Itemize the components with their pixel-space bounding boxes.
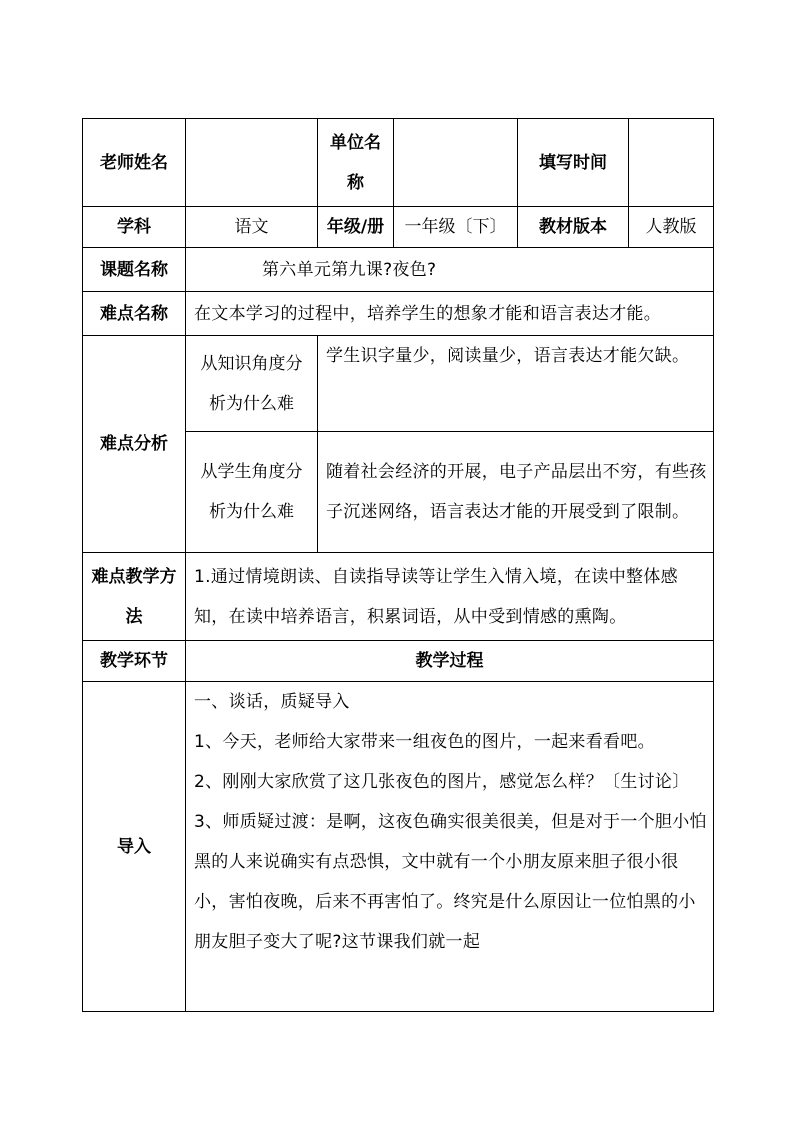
teacher-name-value — [186, 119, 318, 207]
topic-value: 第六单元第九课?夜色? — [186, 248, 714, 292]
difficulty-label: 难点名称 — [83, 292, 186, 336]
analysis-knowledge-label — [186, 336, 318, 432]
intro-line-1: 一、谈话，质疑导入 — [194, 692, 350, 712]
intro-line-2: 1、今天，老师给大家带来一组夜色的图片，一起来看看吧。 — [194, 732, 655, 752]
grade-label: 年级/册 — [318, 207, 394, 248]
header-row-2 — [83, 207, 714, 248]
intro-label: 导入 — [83, 682, 186, 1012]
intro-content — [186, 682, 714, 1012]
unit-name-value — [394, 119, 518, 207]
subject-value: 语文 — [186, 207, 318, 248]
analysis-knowledge-value: 学生识字量少，阅读量少，语言表达才能欠缺。 — [318, 336, 714, 432]
analysis-student-value: 随着社会经济的开展，电子产品层出不穷，有些孩子沉迷网络，语言表达才能的开展受到了限制。 — [318, 432, 714, 553]
header-row-1 — [83, 119, 714, 207]
analysis-student-label-text: 从学生角度分析为什么难 — [200, 462, 303, 522]
difficulty-value: 在文本学习的过程中，培养学生的想象才能和语言表达才能。 — [186, 292, 714, 336]
analysis-label: 难点分析 — [83, 336, 186, 553]
method-label-text: 难点教学方法 — [91, 566, 177, 627]
process-label: 教学过程 — [186, 641, 714, 682]
stage-label: 教学环节 — [83, 641, 186, 682]
analysis-row-knowledge — [83, 336, 714, 432]
intro-line-4: 3、师质疑过渡：是啊，这夜色确实很美很美，但是对于一个胆小怕黑的人来说确实有点恐惧，文中就有一个小朋友原来胆子很小很小，害怕夜晚，后来不再害怕了。终究是什么原因让一位怕黑的小朋友胆子变大了呢?这节课我们就一起 — [194, 812, 707, 952]
lesson-plan-table — [82, 118, 714, 1012]
fill-time-label: 填写时间 — [518, 119, 629, 207]
teacher-name-label: 老师姓名 — [83, 119, 186, 207]
method-row — [83, 553, 714, 641]
topic-row — [83, 248, 714, 292]
textbook-label: 教材版本 — [518, 207, 629, 248]
intro-line-3: 2、刚刚大家欣赏了这几张夜色的图片，感觉怎么样？〔生讨论〕 — [194, 772, 690, 792]
method-label — [83, 553, 186, 641]
intro-row — [83, 682, 714, 1012]
analysis-knowledge-label-text: 从知识角度分析为什么难 — [200, 353, 303, 414]
process-header-row — [83, 641, 714, 682]
fill-time-value — [629, 119, 714, 207]
method-value: 1.通过情境朗读、自读指导读等让学生入情入境，在读中整体感知，在读中培养语言，积累词语，从中受到情感的熏陶。 — [186, 553, 714, 641]
grade-value: 一年级〔下〕 — [394, 207, 518, 248]
topic-label: 课题名称 — [83, 248, 186, 292]
analysis-student-label — [186, 432, 318, 553]
unit-name-label: 单位名称 — [318, 119, 394, 207]
subject-label: 学科 — [83, 207, 186, 248]
textbook-value: 人教版 — [629, 207, 714, 248]
difficulty-row — [83, 292, 714, 336]
